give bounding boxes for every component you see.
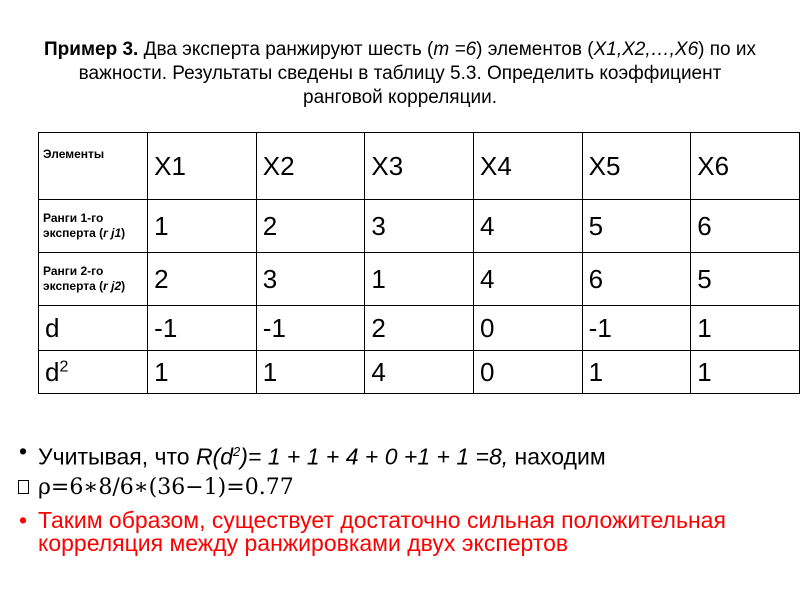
column-header: X2 [256,133,365,200]
table-row [39,200,800,253]
table-cell: 3 [256,253,365,306]
bullet-item-conclusion [8,506,788,556]
table-cell: 5 [691,253,800,306]
sum-text-2: находим [508,443,606,470]
row-label-end: ) [121,279,126,293]
table-cell: 1 [582,351,691,394]
column-header: X3 [365,133,474,200]
sum-expr-1: R(d [195,443,233,470]
table-row [39,306,800,351]
table-cell: 4 [474,253,583,306]
row-label-sup: 2 [59,357,69,375]
bullet-dot: • [18,438,28,464]
table-cell: 1 [256,351,365,394]
example-heading [40,38,760,110]
bullet-item-sum [8,440,788,469]
table-cell: 3 [365,200,474,253]
sum-text-1: Учитывая, что [38,443,196,470]
table-cell: -1 [256,306,365,351]
table-cell: 2 [365,306,474,351]
row-label-base: d [45,356,60,387]
row-label-expert-1 [39,200,148,253]
table-cell: 1 [691,351,800,394]
table-cell: 4 [365,351,474,394]
row-label-d: d [39,306,148,351]
table-cell: 0 [474,306,583,351]
row-label-var: r j1 [103,226,122,240]
heading-elements-expr: X1,X2,…,X6 [593,39,699,60]
table-cell: -1 [148,306,257,351]
table-header-row [39,133,800,200]
table-row [39,351,800,394]
table-cell: 1 [148,200,257,253]
heading-text-1: Два эксперта ранжируют шесть ( [138,39,434,60]
ranking-table [38,132,800,394]
row-label-expert-2 [39,253,148,306]
sum-sup: 2 [233,444,241,459]
table-cell: 2 [148,253,257,306]
row-label-end: ) [121,226,126,240]
column-header: X6 [691,133,800,200]
heading-m-expr: m =6 [433,39,477,60]
heading-text-2: ) элементов ( [476,39,594,60]
header-label-cell: Элементы [39,133,148,200]
column-header: X4 [474,133,583,200]
table-cell: 6 [691,200,800,253]
bullet-box-icon [8,476,38,501]
column-header: X5 [582,133,691,200]
bullet-item-formula [8,476,788,501]
table-cell: 1 [691,306,800,351]
bullet-dot: • [18,506,28,533]
table-cell: 1 [148,351,257,394]
column-header: X1 [148,133,257,200]
heading-text-3: ) по их важности. Результаты сведены в таблицу 5.3. Определить коэффициент ранговой корреляции. [78,39,756,108]
table-cell: 4 [474,200,583,253]
bullet-text [38,440,788,469]
table-cell: 6 [582,253,691,306]
table-cell: 1 [365,253,474,306]
table-cell: 5 [582,200,691,253]
conclusion-text: Таким образом, существует достаточно сильная положительная корреляция между ранжировками двух экспертов [38,506,726,556]
example-lead: Пример 3. [44,39,139,60]
sum-expr-2: )= 1 + 1 + 4 + 0 +1 + 1 =8, [240,443,509,470]
row-label-text: Ранги 1-го эксперта ( [43,211,104,240]
row-label-d-squared [39,351,148,394]
table-cell: -1 [582,306,691,351]
bullet-list [8,440,788,555]
table-cell: 0 [474,351,583,394]
row-label-text: Ранги 2-го эксперта ( [43,264,104,293]
table-cell: 2 [256,200,365,253]
table-row [39,253,800,306]
row-label-var: r j2 [103,279,122,293]
rho-formula: ρ=6∗8/6∗(36−1)=0.77 [38,474,294,500]
